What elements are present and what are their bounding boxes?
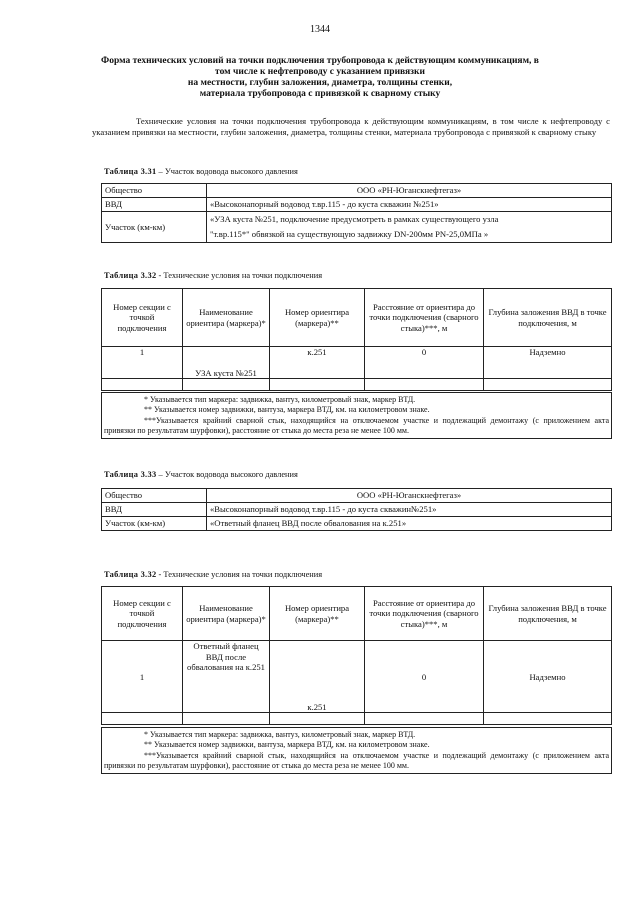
footnotes-b — [101, 727, 612, 774]
table-cell: 0 — [365, 641, 484, 713]
table-cell: 1 — [102, 641, 183, 713]
footnote: ** Указывается номер задвижки, вантуза, маркера ВТД, км. на километровом знаке. — [144, 740, 430, 750]
caption-number: Таблица 3.32 — [104, 570, 157, 579]
table-row — [102, 198, 612, 212]
caption-text: – Участок водовода высокого давления — [156, 167, 298, 176]
row-label: Участок (км-км) — [102, 212, 207, 243]
caption-number: Таблица 3.33 — [104, 470, 157, 479]
heading-line: том числе к нефтепроводу с указанием привязки — [215, 67, 425, 77]
row-value: «Высоконапорный водовод т.вр.115 - до куста скважин№251» — [207, 503, 612, 517]
table-3-32-caption — [104, 271, 322, 280]
footnote: ***Указывается крайний сварной стык, находящийся на отключаемом участке и подлежащий демонтажу (с приложением акта привязки по результатам шурфовки), расстояние от стыка до места реза не менее 100 мм. — [104, 750, 609, 770]
column-header: Номер ориентира (маркера)** — [270, 289, 365, 347]
column-header: Наименование ориентира (маркера)* — [183, 289, 270, 347]
row-value: «Высоконапорный водовод т.вр.115 - до куста скважин №251» — [207, 198, 612, 212]
row-value-line: «УЗА куста №251, подключение предусмотреть в рамках существующего узла — [210, 214, 499, 224]
table-row — [102, 713, 612, 725]
footnote: * Указывается тип маркера: задвижка, вантуз, километровый знак, маркер ВТД. — [144, 730, 416, 739]
column-header: Глубина заложения ВВД в точке подключения, м — [484, 289, 612, 347]
table-row — [102, 517, 612, 531]
row-label: ВВД — [102, 503, 207, 517]
column-header: Номер ориентира (маркера)** — [270, 587, 365, 641]
table-3-33 — [101, 488, 612, 531]
footnote: ** Указывается номер задвижки, вантуза, маркера ВТД, км. на километровом знаке. — [144, 405, 430, 415]
footnote: ***Указывается крайний сварной стык, находящийся на отключаемом участке и подлежащий демонтажу (с приложением акта привязки по результатам шурфовки), расстояние от стыка до места реза не менее 100 мм. — [104, 415, 609, 435]
row-label: ВВД — [102, 198, 207, 212]
table-cell: к.251 — [270, 641, 365, 713]
table-cell: к.251 — [270, 347, 365, 379]
column-header: Номер секции с точкой подключения — [102, 289, 183, 347]
row-value: ООО «РН-Юганскнефтегаз» — [207, 184, 612, 198]
table-cell: Надземно — [484, 641, 612, 713]
caption-text: - Технические условия на точки подключения — [156, 570, 323, 579]
column-header: Номер секции с точкой подключения — [102, 587, 183, 641]
table-row — [102, 503, 612, 517]
row-value — [207, 212, 612, 243]
table-3-32-b — [101, 586, 612, 725]
table-header-row — [102, 587, 612, 641]
table-3-31 — [101, 183, 612, 243]
row-value: «Ответный фланец ВВД после обвалования на к.251» — [207, 517, 612, 531]
heading-line: на местности, глубин заложения, диаметра, толщины стенки, — [187, 78, 453, 88]
table-row — [102, 212, 612, 243]
column-header: Глубина заложения ВВД в точке подключения, м — [484, 587, 612, 641]
table-row — [102, 379, 612, 391]
heading-line: Форма технических условий на точки подключения трубопровода к действующим коммуникациям, в — [101, 56, 539, 66]
document-heading — [90, 56, 550, 100]
row-value-line: "т.вр.115*" обвязкой на существующую задвижку DN-200мм PN-25,0МПа » — [210, 229, 489, 239]
caption-text: - Технические условия на точки подключения — [156, 271, 323, 280]
table-cell: УЗА куста №251 — [183, 347, 270, 379]
heading-line: материала трубопровода с привязкой к сварному стыку — [199, 89, 441, 99]
table-cell: Ответный фланец ВВД после обвалования на к.251 — [183, 641, 270, 713]
caption-number: Таблица 3.32 — [104, 271, 157, 280]
table-cell: Надземно — [484, 347, 612, 379]
caption-text: – Участок водовода высокого давления — [156, 470, 298, 479]
table-header-row — [102, 289, 612, 347]
table-cell: 0 — [365, 347, 484, 379]
table-row — [102, 184, 612, 198]
table-3-33-caption — [104, 470, 298, 479]
row-value: ООО «РН-Юганскнефтегаз» — [207, 489, 612, 503]
table-row — [102, 489, 612, 503]
row-label: Общество — [102, 184, 207, 198]
table-3-31-caption — [104, 167, 298, 176]
column-header: Расстояние от ориентира до точки подключения (сварного стыка)***, м — [365, 289, 484, 347]
table-cell: 1 — [102, 347, 183, 379]
table-row — [102, 347, 612, 379]
table-3-32-a — [101, 288, 612, 391]
caption-number: Таблица 3.31 — [104, 167, 157, 176]
table-row — [102, 641, 612, 713]
column-header: Расстояние от ориентира до точки подключения (сварного стыка)***, м — [365, 587, 484, 641]
footnotes-a — [101, 392, 612, 439]
intro-paragraph: Технические условия на точки подключения трубопровода к действующим коммуникациям, в том числе к нефтепроводу с указанием привязки на местности, глубин заложения, диаметра, толщины стенки, материала трубопровода с привязкой к сварному стыку — [92, 116, 610, 137]
row-label: Общество — [102, 489, 207, 503]
footnote: * Указывается тип маркера: задвижка, вантуз, километровый знак, маркер ВТД. — [144, 395, 416, 404]
column-header: Наименование ориентира (маркера)* — [183, 587, 270, 641]
row-label: Участок (км-км) — [102, 517, 207, 531]
table-3-32-caption — [104, 570, 322, 579]
page-number: 1344 — [310, 24, 330, 35]
